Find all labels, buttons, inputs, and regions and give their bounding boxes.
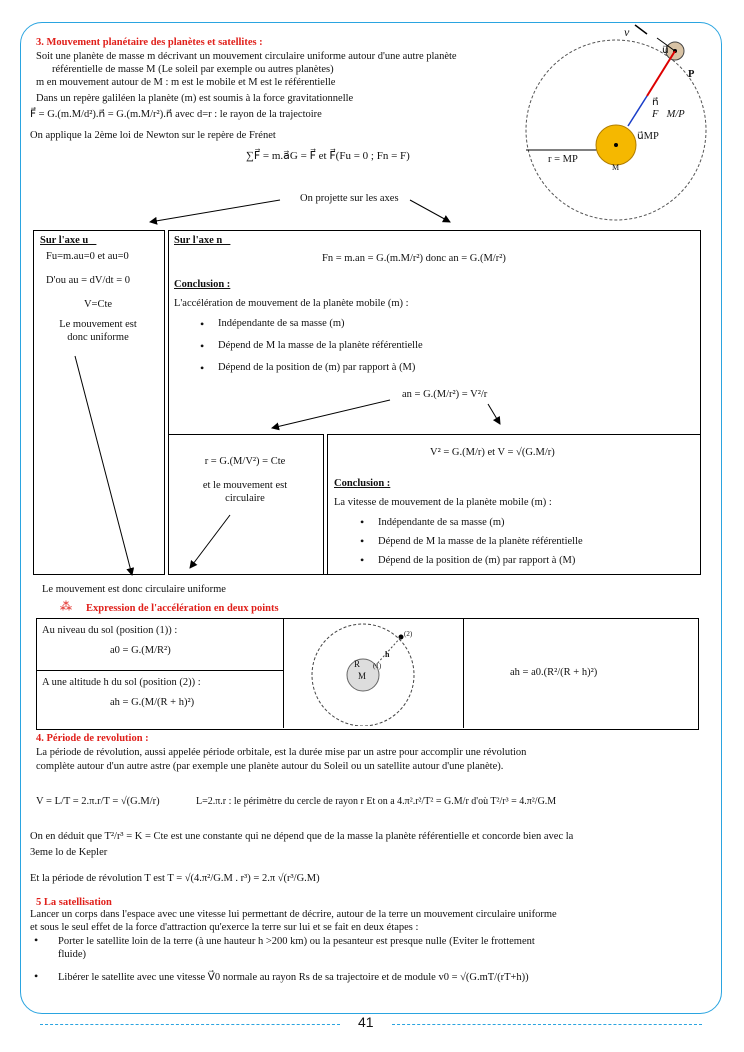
label-v: v⃗: [624, 25, 639, 39]
ratio-equation: ah = a0.(R²/(R + h)²): [510, 667, 598, 678]
uniform-motion: Le mouvement est donc circulaire uniforme: [42, 584, 226, 595]
paragraph: La période de révolution, aussi appelée période orbitale, est la durée mise par un astre pour accomplir une révolution: [36, 747, 527, 758]
newton-law: On applique la 2ème loi de Newton sur le repère de Frénet: [30, 130, 276, 141]
axis-u-line: Fu=m.au=0 et au=0: [46, 251, 129, 262]
label-m: M: [612, 163, 620, 172]
paragraph: m en mouvement autour de M : m est le mobile et M est le référentielle: [36, 77, 336, 88]
bullet-text: fluide): [58, 949, 86, 960]
paragraph: référentielle de masse M (Le soleil par exemple ou autres planètes): [52, 64, 334, 75]
label-r: R: [354, 659, 361, 669]
label-u: u⃗: [662, 45, 669, 56]
bullet: •: [34, 933, 39, 947]
paragraph: et sous le seul effet de la force d'attraction qu'exerce la terre sur lui et se fait en deux étapes :: [30, 922, 419, 933]
accel-text: A une altitude h du sol (position (2)) :: [42, 677, 201, 688]
list-item: • Dépend de M la masse de la planète référentielle: [196, 335, 423, 357]
axis-u-title: Sur l'axe u⃗: [40, 235, 97, 246]
conclusion-intro: L'accélération de mouvement de la planète mobile (m) :: [174, 298, 409, 309]
speed-period-equation: V = L/T = 2.π.r/T = √(G.M/r): [36, 796, 160, 807]
label-f: F⃗M/P: [652, 109, 685, 120]
conclusion-title: Conclusion :: [334, 478, 391, 489]
footer-line-right: [392, 1024, 702, 1025]
label-m: M: [358, 671, 367, 681]
label-p: P: [688, 69, 695, 80]
axis-u-line: donc uniforme: [67, 332, 129, 343]
paragraph: 3eme lo de Kepler: [30, 847, 108, 858]
label-ump: u⃗MP: [637, 131, 659, 142]
label-rmp: r = MP: [548, 154, 578, 165]
bullet-text: Libérer le satellite avec une vitesse V⃗0 normale au rayon Rs de sa trajectoire et de module v0 = √(G.mT/(rT+h)): [58, 972, 529, 983]
bullet-text: Porter le satellite loin de la terre (à une hauteur h >200 km) ou la pesanteur est presque nulle (Eviter le frottement: [58, 936, 535, 947]
an-equation: an = G.(M/r²) = V²/r: [402, 389, 488, 400]
radius-text: circulaire: [225, 493, 265, 504]
section-3-title: 3. Mouvement planétaire des planètes et satellites :: [36, 37, 263, 48]
page-number: 41: [358, 1014, 374, 1030]
list-item: • Dépend de M la masse de la planète référentielle: [356, 532, 583, 551]
label-1: (1): [373, 662, 382, 670]
perimeter-equation: L=2.π.r : le périmètre du cercle de rayon r Et on a 4.π².r²/T² = G.M/r d'où T²/r³ = 4.π²/G.M: [196, 796, 557, 807]
label-n: n⃗: [652, 97, 659, 108]
speed-equation: V² = G.(M/r) et V = √(G.M/r): [430, 447, 555, 458]
accel-title: Expression de l'accélération en deux points: [86, 603, 279, 614]
force-arrow: [647, 51, 675, 96]
axis-u-line: Le mouvement est: [59, 319, 137, 330]
axis-n-title: Sur l'axe n⃗: [174, 235, 231, 246]
radius-text: et le mouvement est: [202, 480, 288, 491]
label-h: h: [385, 650, 390, 659]
radius-equation: r = G.(M/V²) = Cte: [204, 456, 286, 467]
list-item: • Dépend de la position de (m) par rapport à (M): [196, 357, 423, 379]
footer-line-left: [40, 1024, 340, 1025]
star-icon: ⁂: [60, 599, 72, 613]
orbit-diagram: [512, 20, 722, 225]
list-item: • Dépend de la position de (m) par rapport à (M): [356, 551, 583, 570]
accel-text: Au niveau du sol (position (1)) :: [42, 625, 178, 636]
period-equation: Et la période de révolution T est T = √(4.π²/G.M . r³) = 2.π √(r³/G.M): [30, 873, 320, 884]
a0-equation: a0 = G.(M/R²): [110, 645, 171, 656]
axis-n-equation: Fn = m.an = G.(m.M/r²) donc an = G.(M/r²): [322, 253, 506, 264]
accel-list: [196, 313, 423, 379]
section-5-title: 5 La satellisation: [36, 897, 112, 908]
list-item: • Indépendante de sa masse (m): [356, 513, 583, 532]
sum-forces-equation: ∑F⃗ = m.a⃗G = F⃗ et F⃗(Fu = 0 ; Fn = F): [246, 150, 410, 162]
ah-equation: ah = G.(M/(R + h)²): [110, 697, 195, 708]
projection-label: On projette sur les axes: [300, 193, 399, 204]
section-4-title: 4. Période de revolution :: [36, 733, 149, 744]
paragraph: complète autour d'un autre astre (par exemple une planète autour du Soleil ou un satellite autour d'une planète).: [36, 761, 504, 772]
force-equation: F⃗ = G.(m.M/d²).n⃗ = G.(m.M/r²).n⃗ avec d=r : le rayon de la trajectoire: [30, 109, 322, 120]
paragraph: On en déduit que T²/r³ = K = Cte est une constante qui ne dépend que de la masse la planète référentielle et concorde bien avec la: [30, 831, 574, 842]
u-mp-arrow: [628, 96, 647, 126]
conclusion-title: Conclusion :: [174, 279, 231, 290]
bullet: •: [34, 969, 39, 983]
paragraph: Lancer un corps dans l'espace avec une vitesse lui permettant de décrire, autour de la terre un mouvement circulaire uniforme: [30, 909, 557, 920]
axis-u-line: D'ou au = dV/dt = 0: [46, 275, 131, 286]
list-item: • Indépendante de sa masse (m): [196, 313, 423, 335]
paragraph: Dans un repère galiléen la planète (m) est soumis à la force gravitationnelle: [36, 93, 354, 104]
speed-list: [356, 513, 583, 570]
altitude-diagram: [300, 620, 445, 726]
paragraph: Soit une planète de masse m décrivant un mouvement circulaire uniforme autour d'une autre planète: [36, 51, 457, 62]
axis-u-line: V=Cte: [83, 299, 113, 310]
label-2: (2): [404, 630, 413, 638]
conclusion-intro: La vitesse de mouvement de la planète mobile (m) :: [334, 497, 552, 508]
